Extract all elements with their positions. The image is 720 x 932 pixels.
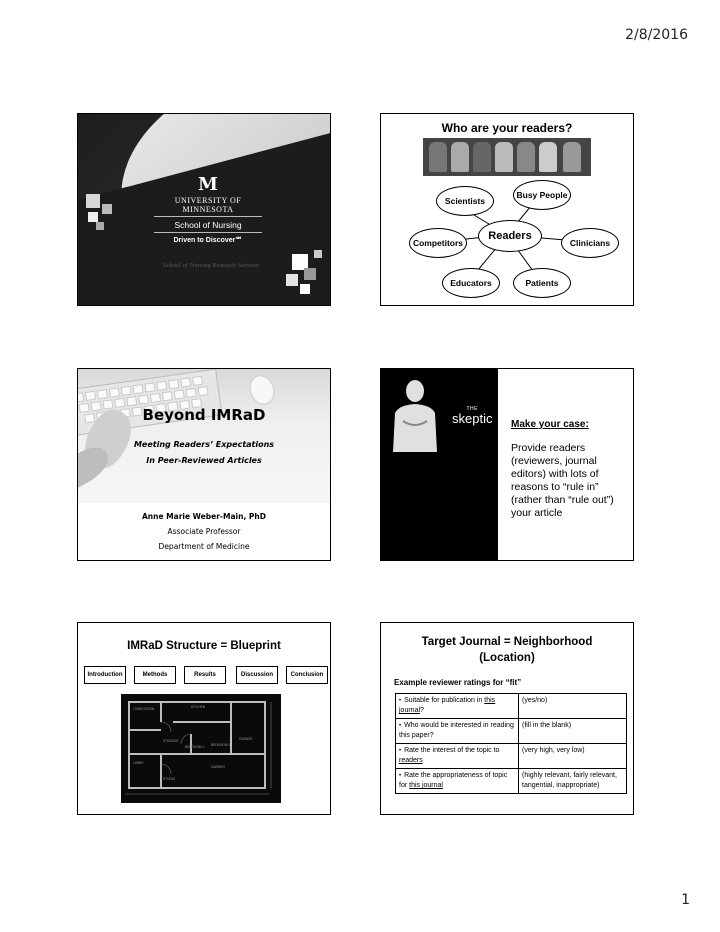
room-garden: GARDEN (211, 765, 225, 769)
room-kitchen: KITCHEN (191, 705, 205, 709)
node-competitors: Competitors (409, 228, 467, 258)
school-name: School of Nursing (154, 220, 262, 233)
slide-beyond-imrad (77, 368, 331, 561)
section-boxes (84, 666, 328, 683)
logo-letter: M (198, 174, 218, 195)
section-results: Results (184, 666, 226, 684)
node-busy-people: Busy People (513, 180, 571, 210)
node-scientists: Scientists (436, 186, 494, 216)
page-number: 1 (681, 892, 690, 908)
section-conclusion: Conclusion (286, 666, 328, 684)
slide-target-journal (380, 622, 634, 815)
room-living-room: LIVING ROOM (133, 707, 155, 711)
question-text: Who would be interested in reading this paper? (399, 722, 514, 739)
subtitle-line-1: Meeting Readers’ Expectations (133, 440, 275, 449)
slide-title: Beyond IMRaD (142, 406, 266, 424)
skeptic-logo (452, 404, 492, 424)
room-storage: STORAGE (163, 739, 179, 743)
slide-title: Who are your readers? (441, 121, 573, 135)
slide-body: Provide readers (reviewers, journal editors) with lots of reasons to “rule in” (rather than “rule out”) your article (511, 442, 614, 519)
table-row (396, 769, 627, 794)
floor-plan-drawing (121, 694, 281, 803)
question-text: Rate the appropriateness of topic for (399, 772, 508, 789)
slide-title-line-2: (Location) (479, 652, 535, 664)
decorative-square (96, 222, 104, 230)
silhouette-icon (385, 377, 445, 452)
node-patients: Patients (513, 268, 571, 298)
node-readers: Readers (478, 220, 542, 252)
table-row (396, 744, 627, 769)
tagline: Driven to Discover℠ (173, 237, 243, 244)
slide-title: IMRaD Structure = Blueprint (127, 640, 281, 652)
decorative-square (304, 268, 316, 280)
slide-title-school (77, 113, 331, 306)
node-educators: Educators (442, 268, 500, 298)
question-text: Suitable for publication in (404, 697, 485, 704)
table-row (396, 719, 627, 744)
university-logo (154, 176, 262, 246)
university-name: UNIVERSITY OF MINNESOTA (154, 196, 262, 217)
slide-readers (380, 113, 634, 306)
skeptic-image (381, 369, 498, 560)
room-studio: STUDIO (163, 777, 176, 781)
question-emphasis: this journal (409, 782, 443, 789)
question-end: ? (420, 707, 424, 714)
table-cell: • Suitable for publication in this journal? (396, 694, 519, 719)
decorative-square (102, 204, 112, 214)
author-department: Department of Medicine (158, 542, 250, 551)
table-cell: (highly relevant, fairly relevant, tangential, inappropriate) (519, 769, 627, 794)
decorative-square (300, 284, 310, 294)
slide-make-your-case (380, 368, 634, 561)
author-position: Associate Professor (167, 527, 241, 536)
slide-subtitle (78, 437, 330, 469)
table-cell: • Rate the appropriateness of topic for this journal (396, 769, 519, 794)
section-methods: Methods (134, 666, 176, 684)
room-bedroom-1: BEDROOM 1 (185, 745, 205, 749)
skeptic-logo-the: THE (466, 406, 478, 412)
seminar-name: School of Nursing Research Seminar (163, 262, 260, 269)
slide-title-line-1: Target Journal = Neighborhood (421, 636, 593, 648)
ratings-table (395, 693, 627, 794)
slide-heading: Make your case: (511, 419, 589, 430)
section-discussion: Discussion (236, 666, 278, 684)
author-block (78, 509, 330, 554)
slide-imrad-structure (77, 622, 331, 815)
floor-plan (121, 694, 281, 803)
decorative-square (286, 274, 298, 286)
question-emphasis: this journal (399, 697, 496, 714)
table-cell: • Rate the interest of the topic to readers (396, 744, 519, 769)
page-date: 2/8/2016 (625, 27, 688, 43)
question-text: Rate the interest of the topic to (404, 747, 500, 754)
node-clinicians: Clinicians (561, 228, 619, 258)
decorative-square (314, 250, 322, 258)
slide-title (381, 634, 633, 666)
skeptic-logo-word: skeptic (452, 411, 493, 426)
question-emphasis: readers (399, 757, 423, 764)
decorative-square (86, 194, 100, 208)
room-garage: GARAGE (239, 737, 253, 741)
keyboard-photo (78, 369, 330, 503)
table-row (396, 694, 627, 719)
room-lobby: LOBBY (133, 761, 144, 765)
table-cell: (fill in the blank) (519, 719, 627, 744)
table-cell: (yes/no) (519, 694, 627, 719)
room-bedroom-2: BEDROOM 2 (211, 743, 231, 747)
subtitle-line-2: In Peer-Reviewed Articles (146, 456, 262, 465)
decorative-square (88, 212, 98, 222)
section-introduction: Introduction (84, 666, 126, 684)
connector-lines (381, 114, 633, 305)
table-cell: (very high, very low) (519, 744, 627, 769)
mouse (246, 372, 279, 408)
table-cell: • Who would be interested in reading this paper? (396, 719, 519, 744)
author-name: Anne Marie Weber-Main, PhD (142, 512, 266, 521)
example-label: Example reviewer ratings for “fit” (394, 678, 522, 687)
